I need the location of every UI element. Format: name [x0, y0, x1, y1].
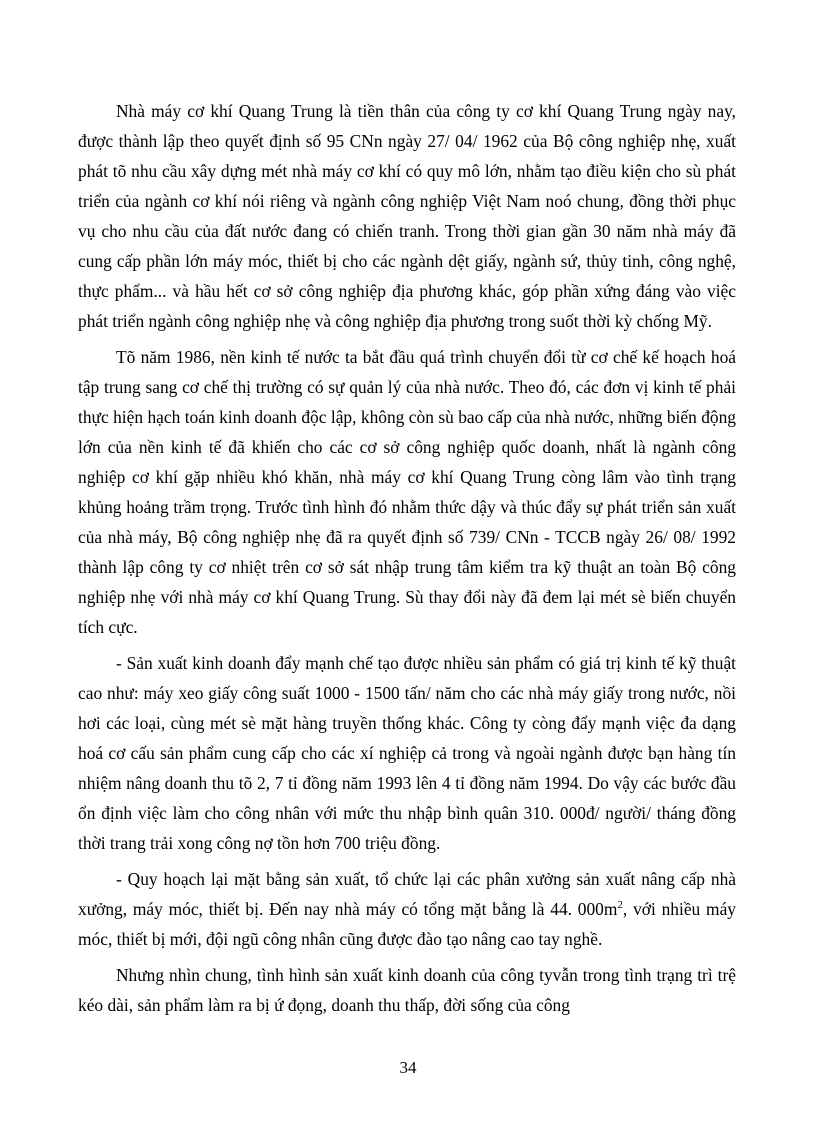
superscript-squared: 2: [617, 899, 623, 912]
paragraph-history: Nhà máy cơ khí Quang Trung là tiền thân của công ty cơ khí Quang Trung ngày nay, được thành lập theo quyết định số 95 CNn ngày 27/ 04/ 1962 của Bộ công nghiệp nhẹ, xuất phát tõ nhu cầu xây dựng mét nhà máy cơ khí có quy mô lớn, nhằm tạo điều kiện cho sù phát triển của ngành cơ khí nói riêng và ngành công nghiệp Việt Nam noó chung, đồng thời phục vụ cho nhu cầu của đất nước đang có chiến tranh. Trong thời gian gần 30 năm nhà máy đã cung cấp phần lớn máy móc, thiết bị cho các ngành dệt giấy, ngành sứ, thủy tinh, công nghệ, thực phẩm... và hầu hết cơ sở công nghiệp địa phương khác, góp phần xứng đáng vào việc phát triển ngành công nghiệp nhẹ và công nghiệp địa phương trong suốt thời kỳ chống Mỹ.: [78, 101, 736, 331]
paragraph-transition: Tõ năm 1986, nền kinh tế nước ta bắt đầu quá trình chuyển đổi từ cơ chế kế hoạch hoá tập trung sang cơ chế thị trường có sự quản lý của nhà nước. Theo đó, các đơn vị kinh tế phải thực hiện hạch toán kinh doanh độc lập, không còn sù bao cấp của nhà nước, những biến động lớn của nền kinh tế đã khiến cho các cơ sở công nghiệp quốc doanh, nhất là ngành công nghiệp cơ khí gặp nhiều khó khăn, nhà máy cơ khí Quang Trung còng lâm vào tình trạng khủng hoảng trầm trọng. Trước tình hình đó nhằm thức dậy và thúc đẩy sự phát triển sản xuất của nhà máy, Bộ công nghiệp nhẹ đã ra quyết định số 739/ CNn - TCCB ngày 26/ 08/ 1992 thành lập công ty cơ nhiệt trên cơ sở sát nhập trung tâm kiểm tra kỹ thuật an toàn Bộ công nghiệp nhẹ với nhà máy cơ khí Quang Trung. Sù thay đổi này đã đem lại mét sè biến chuyển tích cực.: [78, 347, 736, 637]
document-body: [78, 96, 736, 1026]
paragraph-production: - Sản xuất kinh doanh đẩy mạnh chế tạo được nhiều sản phẩm có giá trị kinh tế kỹ thuật cao như: máy xeo giấy công suất 1000 - 1500 tấn/ năm cho các nhà máy giấy trong nước, nồi hơi các loại, cùng mét sè mặt hàng truyền thống khác. Công ty còng đẩy mạnh việc đa dạng hoá cơ cấu sản phẩm cung cấp cho các xí nghiệp cả trong và ngoài ngành được bạn hàng tín nhiệm nâng doanh thu tõ 2, 7 tỉ đồng năm 1993 lên 4 tỉ đồng năm 1994. Do vậy các bước đầu ổn định việc làm cho công nhân với mức thu nhập bình quân 310. 000đ/ người/ tháng đồng thời trang trải xong công nợ tồn hơn 700 triệu đồng.: [78, 653, 736, 853]
paragraph-planning: [78, 864, 736, 954]
paragraph-planning-text-after: , với nhiều máy móc, thiết bị mới, đội ngũ công nhân cũng được đào tạo nâng cao tay nghề.: [78, 899, 736, 949]
paragraph-planning-text-before: - Quy hoạch lại mặt bằng sản xuất, tổ chức lại các phân xưởng sản xuất nâng cấp nhà xưởng, máy móc, thiết bị. Đến nay nhà máy có tổng mặt bằng là 44. 000m: [78, 869, 736, 919]
paragraph-conclusion: Nhưng nhìn chung, tình hình sản xuất kinh doanh của công tyvẫn trong tình trạng trì trệ kéo dài, sản phẩm làm ra bị ứ đọng, doanh thu thấp, đời sống của công: [78, 965, 736, 1015]
page-number: 34: [399, 1058, 417, 1077]
